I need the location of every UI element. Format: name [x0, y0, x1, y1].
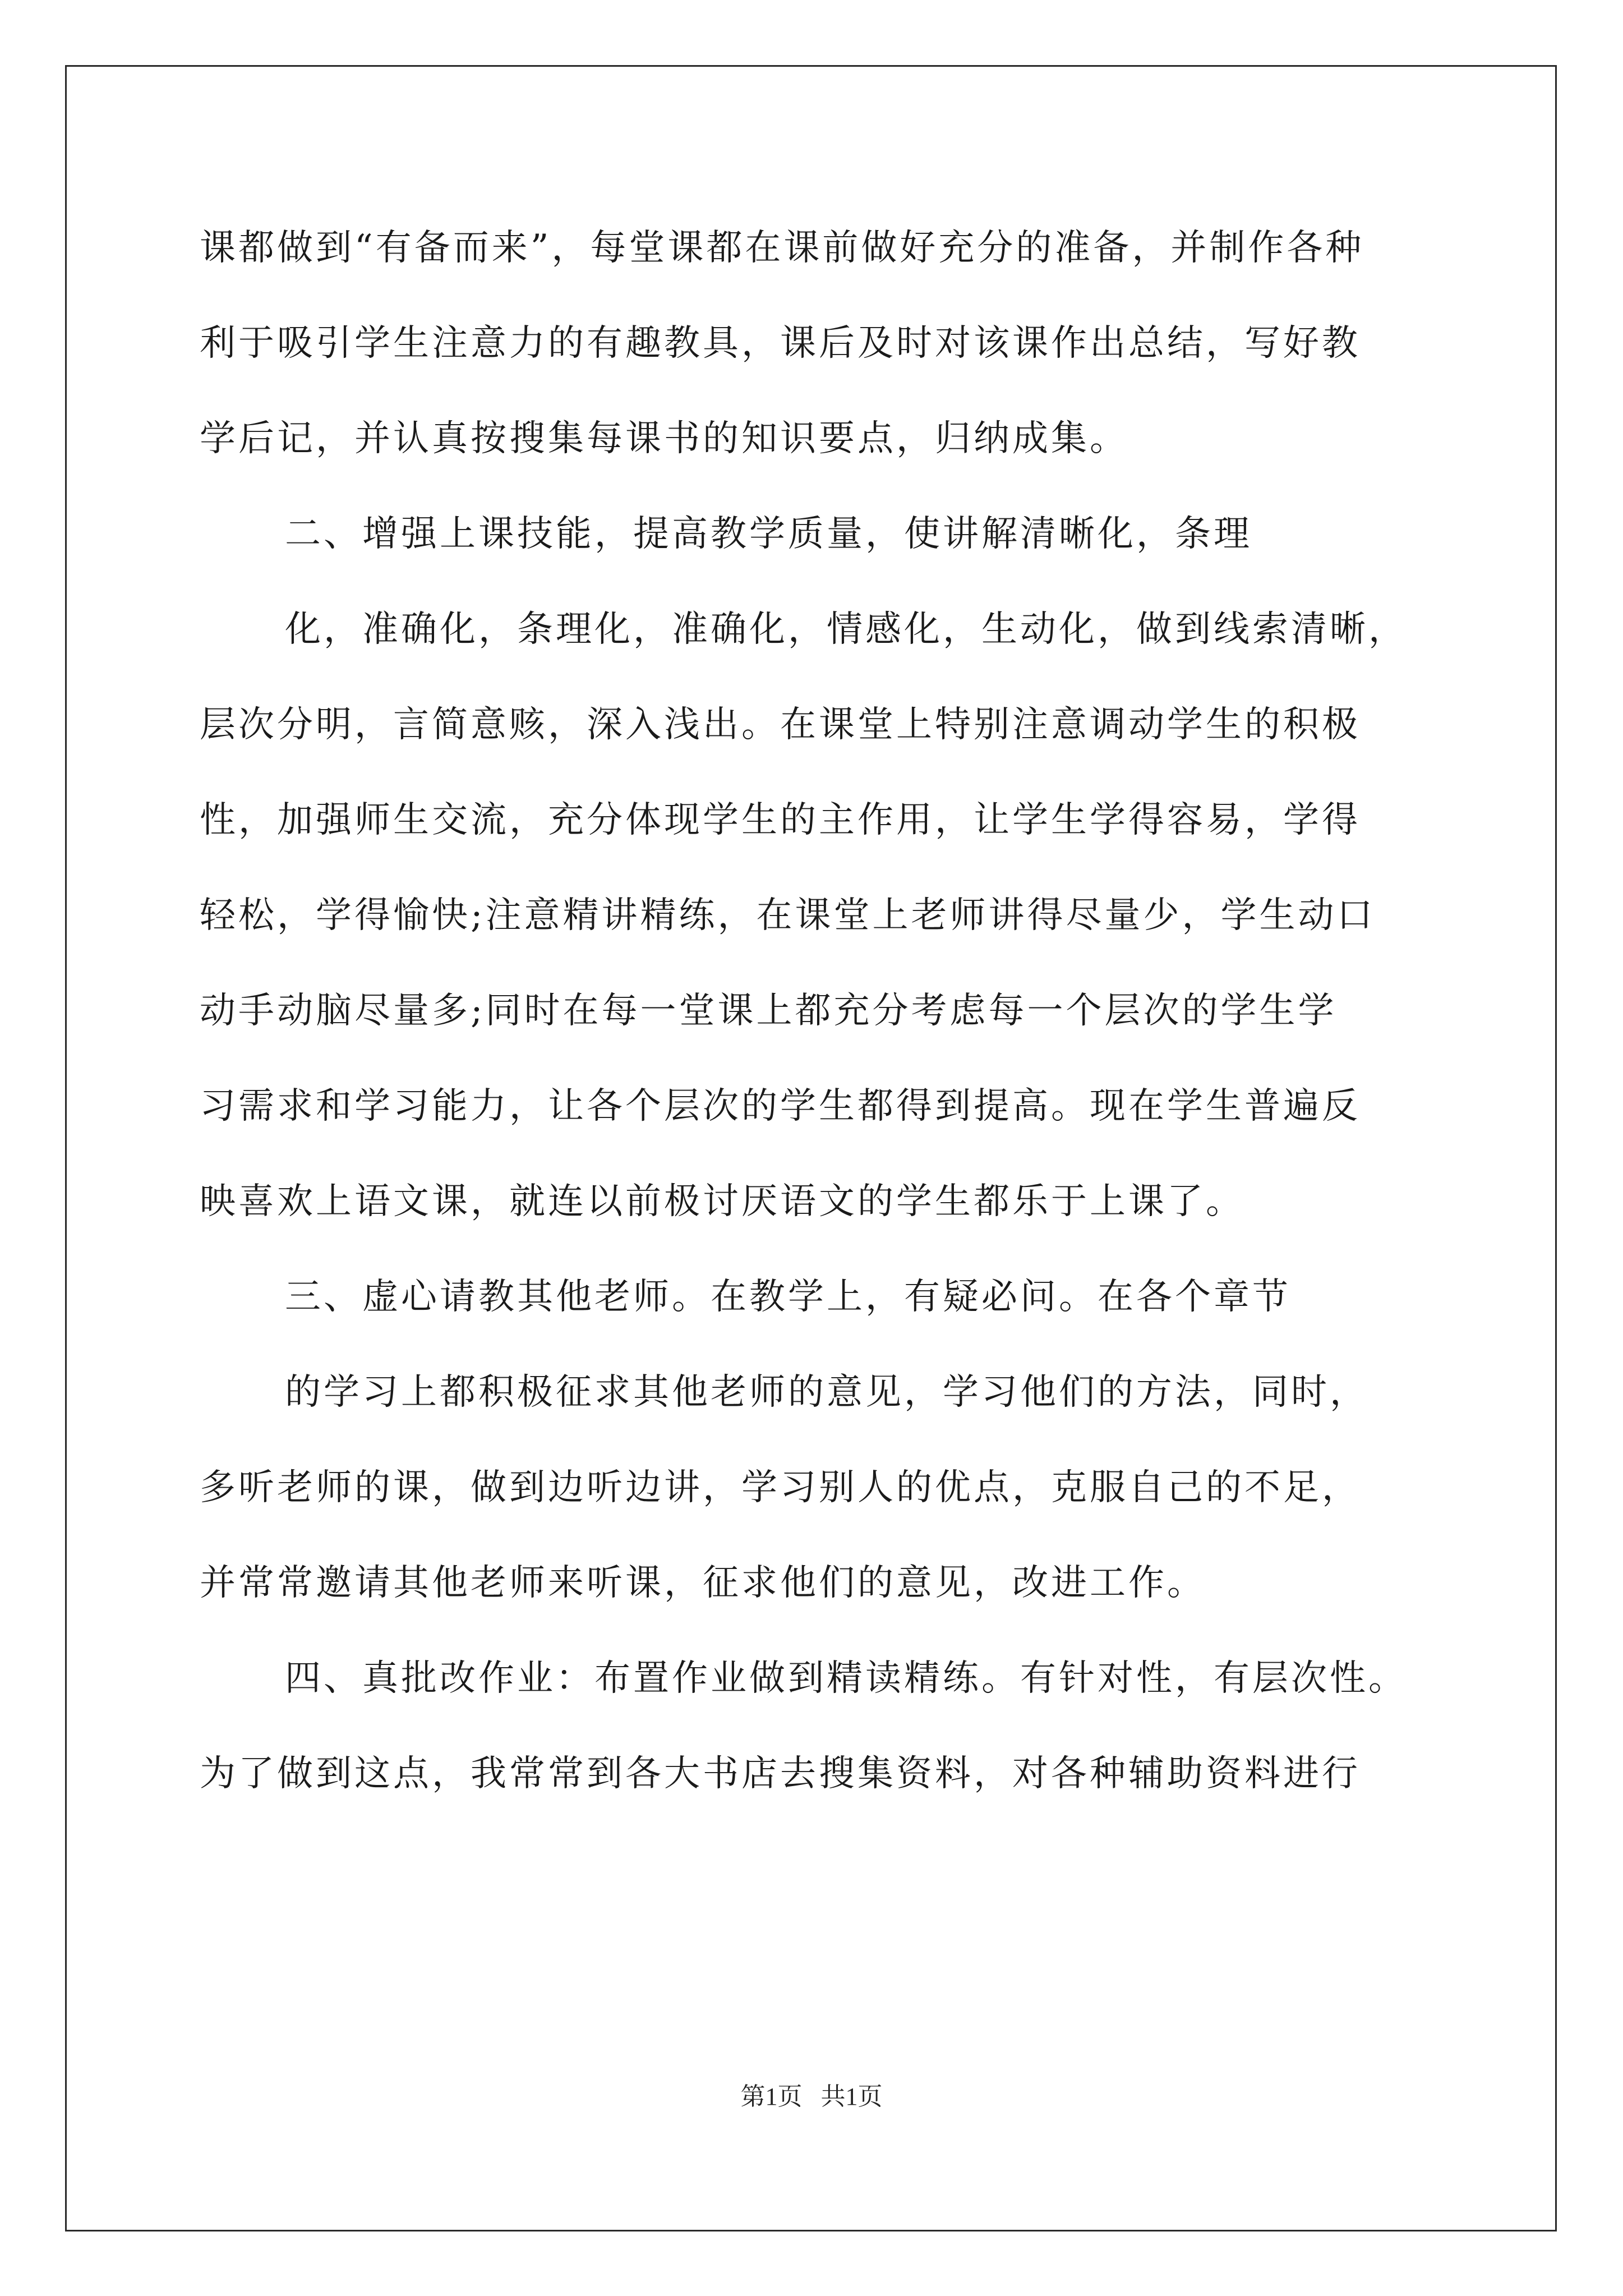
text-line: 学后记，并认真按搜集每课书的知识要点，归纳成集。: [200, 418, 1128, 459]
text-line: 性，加强师生交流，充分体现学生的主作用，让学生学得容易，学得: [200, 799, 1361, 841]
text-line: 轻松，学得愉快;注意精讲精练，在课堂上老师讲得尽量少，学生动口: [200, 895, 1376, 936]
text-line: 映喜欢上语文课，就连以前极讨厌语文的学生都乐于上课了。: [200, 1181, 1244, 1222]
text-line: 四、真批改作业：布置作业做到精读精练。有针对性，有层次性。: [285, 1658, 1407, 1699]
text-line: 课都做到“有备而来”，每堂课都在课前做好充分的准备，并制作各种: [200, 227, 1364, 269]
text-line: 并常常邀请其他老师来听课，征求他们的意见，改进工作。: [200, 1562, 1206, 1604]
page-border: [65, 65, 1557, 2231]
text-line: 化，准确化，条理化，准确化，情感化，生动化，做到线索清晰，: [285, 609, 1407, 650]
page-number: 第1页 共1页: [740, 2083, 883, 2110]
text-line: 多听老师的课，做到边听边讲，学习别人的优点，克服自己的不足，: [200, 1467, 1361, 1508]
text-line: 利于吸引学生注意力的有趣教具，课后及时对该课作出总结，写好教: [200, 323, 1361, 364]
text-line: 的学习上都积极征求其他老师的意见，学习他们的方法，同时，: [285, 1372, 1368, 1413]
text-line: 动手动脑尽量多;同时在每一堂课上都充分考虑每一个层次的学生学: [200, 990, 1337, 1032]
text-line: 为了做到这点，我常常到各大书店去搜集资料，对各种辅助资料进行: [200, 1753, 1361, 1795]
text-line: 三、虚心请教其他老师。在教学上，有疑必问。在各个章节: [285, 1276, 1291, 1318]
text-line: 二、增强上课技能，提高教学质量，使讲解清晰化，条理: [285, 513, 1252, 555]
text-line: 层次分明，言简意赅，深入浅出。在课堂上特别注意调动学生的积极: [200, 704, 1361, 746]
text-line: 习需求和学习能力，让各个层次的学生都得到提高。现在学生普遍反: [200, 1085, 1361, 1127]
